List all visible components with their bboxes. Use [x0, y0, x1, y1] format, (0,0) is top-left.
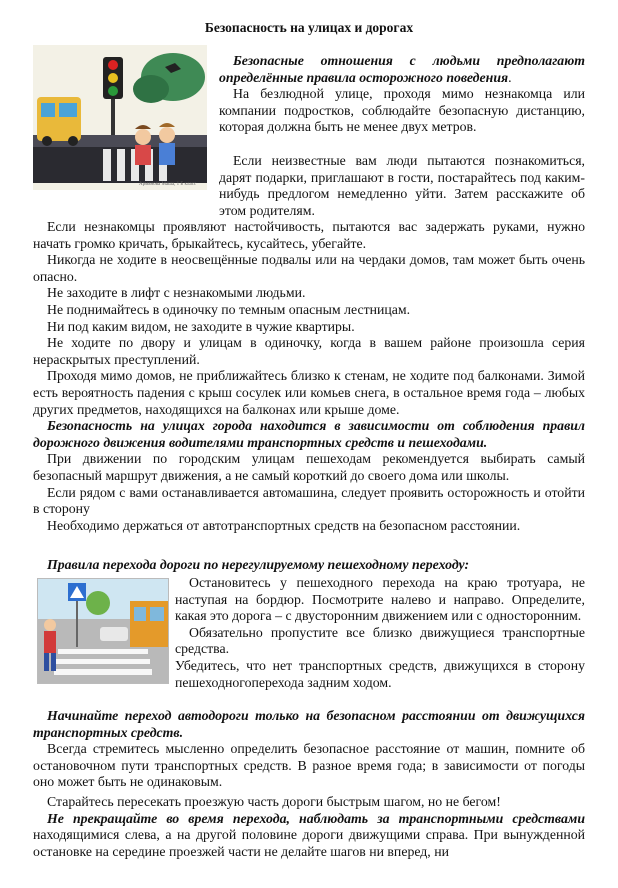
rule-paragraph: Не поднимайтесь в одиночку по темным опасным лестницам.: [47, 301, 411, 317]
drawing-caption: Армянова Маша, 1 Б класс: [139, 182, 197, 187]
crossing-svg: [38, 579, 168, 683]
crossing-steps: [175, 575, 585, 691]
rule-paragraph: Не ходите по двору и улицам в одиночку, когда в вашем районе произошла серия нераскрытых преступлений.: [33, 335, 585, 367]
crossing-step: Убедитесь, что нет транспортных средств, движущихся в сторону пешеходногоперехода задним ходом.: [175, 657, 585, 690]
rule-paragraph: Не заходите в лифт с незнакомыми людьми.: [47, 285, 306, 301]
crossing-step: Остановитесь у пешеходного перехода на краю тротуара, не наступая на бордюр. Посмотрите налево и направо. Определите, какая это дорога – с двусторонним движением или с односторонним.: [175, 575, 585, 624]
page-title: Безопасность на улицах и дорогах: [204, 20, 414, 35]
intro-paragraph-2-wrap: [33, 153, 585, 219]
last-rest: находящимися слева, а на другой половине дороги движущими справа. При вынужденной остановке на середине проезжей части не делайте шагов ни вперед, ни: [33, 827, 585, 859]
traffic-paragraph: Если рядом с вами останавливается автомашина, следует проявить осторожность и отойти в сторону: [33, 484, 585, 517]
pedestrian-crossing-photo: [37, 578, 169, 684]
rule-paragraph: Ни под каким видом, не заходите в чужие квартиры.: [47, 318, 355, 334]
crossing-heading: Правила перехода дороги по нерегулируемому пешеходному переходу:: [47, 557, 470, 572]
intro-lead-end: .: [508, 69, 512, 85]
final-paragraph: Старайтесь пересекать проезжую часть дороги быстрым шагом, но не бегом!: [47, 793, 501, 809]
traffic-paragraph: При движении по городским улицам пешеходам рекомендуется выбирать самый безопасный маршрут движения, а не самый короткий до своего дома или школы.: [33, 451, 585, 483]
safety-rules-list: [33, 219, 585, 534]
final-paragraph: Всегда стремитесь мысленно определить безопасное расстояние от машин, помните об остановочном пути транспортных средств. В разное время года; в зависимости от погоды оно может быть не одинаковым.: [33, 741, 585, 790]
last-lead: Не прекращайте во время перехода, наблюдать за транспортными средствами: [47, 810, 585, 826]
intro-block: [219, 53, 585, 136]
intro-lead: Безопасные отношения с людьми предполагают определённые правила осторожного поведения: [219, 53, 585, 85]
rule-paragraph: Проходя мимо домов, не приближайтесь близко к стенам, не ходите под балконами. Зимой есть вероятность падения с крыш сосулек или комьев снега, в остальное время года – любых других предметов, находящихся на балконах или крыше доме.: [33, 368, 585, 417]
crossing-step: Обязательно пропустите все близко движущиеся транспортные средства.: [175, 624, 585, 657]
crossing-heading-wrap: [33, 557, 585, 574]
intro-paragraph-2: Если неизвестные вам люди пытаются познакомиться, дарят подарки, приглашают в гости, постарайтесь под каким-нибудь предлогом немедленно уйти. Затем расскажите об этом родителям.: [219, 153, 585, 218]
start-crossing-heading: Начинайте переход автодороги только на безопасном расстоянии от движущихся транспортных средств.: [33, 708, 585, 740]
intro-paragraph-1: На безлюдной улице, проходя мимо незнакомца или компании подростков, соблюдайте безопасную дистанцию, которая должна быть не менее двух метров.: [219, 86, 585, 135]
final-paragraph-last: [33, 811, 585, 861]
rule-paragraph: Никогда не ходите в неосвещённые подвалы или на чердаки домов, там может быть очень опасно.: [33, 252, 585, 284]
traffic-paragraph: Необходимо держаться от автотранспортных средств на безопасном расстоянии.: [47, 517, 521, 533]
rule-paragraph: Если незнакомцы проявляют настойчивость, пытаются вас задержать руками, нужно начать громко кричать, брыкайтесь, кусайтесь, убегайте.: [33, 219, 585, 251]
traffic-heading: Безопасность на улицах города находится в зависимости от соблюдения правил дорожного движения водителями транспортных средств и пешеходами.: [33, 418, 585, 450]
final-section: [33, 708, 585, 860]
